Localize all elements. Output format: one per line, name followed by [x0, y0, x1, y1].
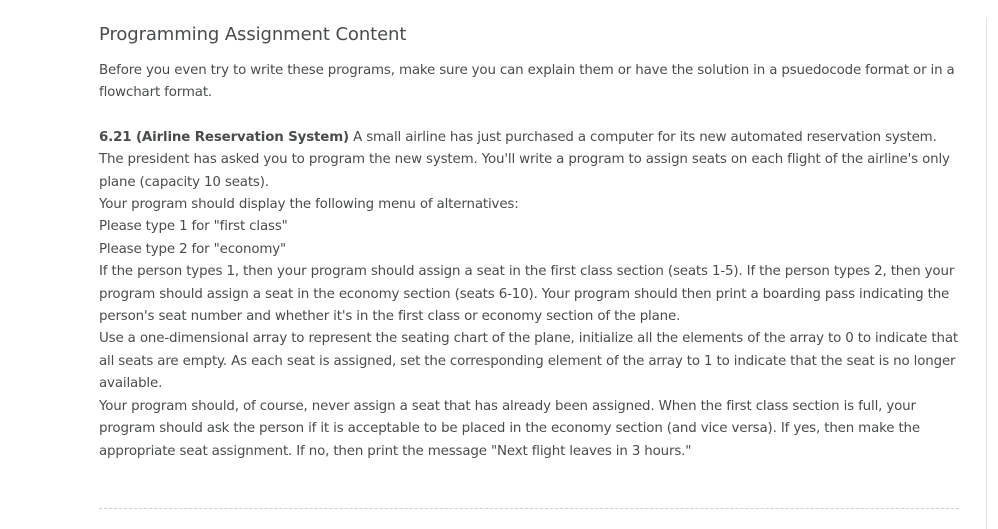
seat-assignment-rules: If the person types 1, then your program should assign a seat in the first class section (seats 1-5). If the person types 2, then your program should assign a seat in the economy section (seats 6-10). Your program should then print a boarding pass indicating the person's seat number and whether it's in the first class or economy section of the plane.	[99, 264, 955, 325]
section-divider	[99, 508, 959, 509]
intro-paragraph: Before you even try to write these programs, make sure you can explain them or have the solution in a psuedocode format or in a flowchart format.	[99, 63, 955, 101]
assignment-content	[99, 22, 959, 463]
menu-option-economy: Please type 2 for "economy"	[99, 241, 287, 257]
content-panel-border	[986, 18, 987, 529]
array-rules: Use a one-dimensional array to represent the seating chart of the plane, initialize all the elements of the array to 0 to indicate that all seats are empty. As each seat is assigned, set the corresponding element of the array to 1 to indicate that the seat is no longer available.	[99, 331, 958, 392]
problem-description-paragraph	[99, 127, 959, 194]
page-title: Programming Assignment Content	[99, 24, 407, 45]
menu-intro: Your program should display the following menu of alternatives:	[99, 197, 519, 213]
problem-description: A small airline has just purchased a computer for its new automated reservation system. The president has asked you to program the new system. You'll write a program to assign seats on each flight of the airline's only plane (capacity 10 seats).	[99, 129, 950, 190]
menu-option-first-class: Please type 1 for "first class"	[99, 219, 288, 235]
problem-statement	[99, 127, 959, 463]
full-section-rules: Your program should, of course, never assign a seat that has already been assigned. When the first class section is full, your program should ask the person if it is acceptable to be placed in the economy section (and vice versa). If yes, then make the appropriate seat assignment. If no, then print the message "Next flight leaves in 3 hours."	[99, 398, 920, 459]
problem-heading: 6.21 (Airline Reservation System)	[99, 129, 349, 145]
